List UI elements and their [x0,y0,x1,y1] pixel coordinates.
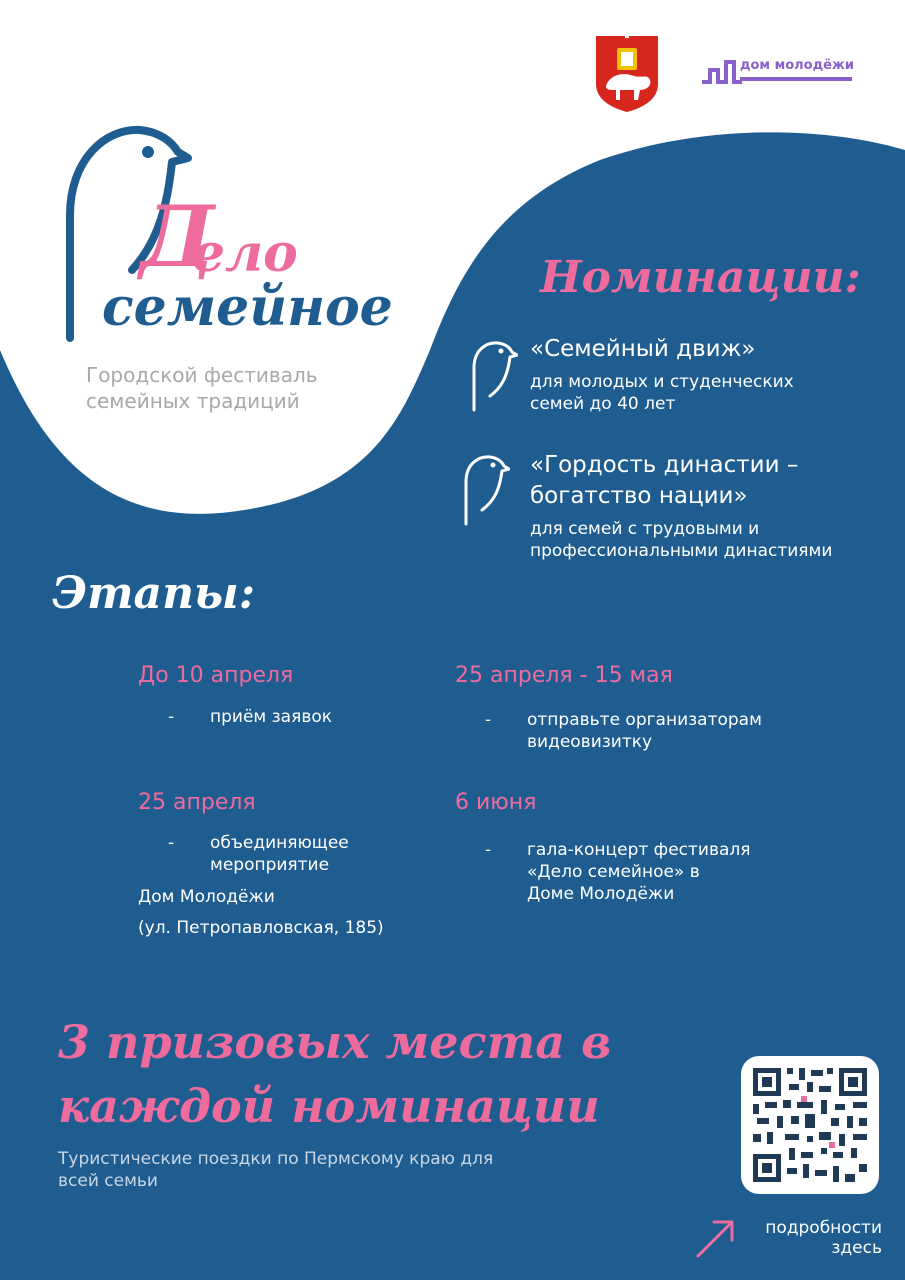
stage-3-item [168,832,349,876]
stage-4-text-line-2: «Дело семейное» в [527,862,700,882]
nomination-2-name-line-2: богатство нации» [530,483,748,509]
nomination-2-name [530,450,798,512]
stage-3-place-line-2: (ул. Петропавловская, 185) [138,918,384,938]
qr-code-icon [741,1056,879,1194]
more-info-line-2: здесь [831,1238,882,1258]
partner-label: дом молодёжи [740,58,854,73]
festival-subtitle [86,362,318,414]
bird-icon [468,338,518,414]
nomination-2-desc [530,518,832,562]
subtitle-line-1: Городской фестиваль [86,363,318,387]
stage-3-date: 25 апреля [138,790,256,815]
nomination-2-desc-line-1: для семей с трудовыми и [530,519,760,539]
prizes-desc: Туристические поездки по Пермскому краю для всей семьи [58,1149,494,1191]
nomination-2-desc-line-2: профессиональными династиями [530,541,833,561]
stage-1-dash: - [168,707,175,727]
stages-title: Этапы: [52,568,256,619]
stage-2-item [485,709,762,753]
more-info-line-1: подробности [765,1218,882,1238]
bird-icon [460,452,510,528]
arrow-up-right-icon [694,1216,738,1260]
more-info-link[interactable] [740,1218,882,1258]
stage-2-text-line-1: отправьте организаторам [527,710,762,730]
festival-title-line1: ело [192,223,298,284]
stage-3-text-line-1: объединяющее [210,833,349,853]
perm-coat-of-arms-icon [594,28,660,112]
stage-3-place-line-1: Дом Молодёжи [138,887,275,907]
nominations-title: Номинации: [540,252,861,303]
stage-2-text-line-2: видеовизитку [527,732,653,752]
nomination-1-name: «Семейный движ» [530,336,756,362]
stage-4-text-line-1: гала-концерт фестиваля [527,840,751,860]
festival-title-line2: семейное [102,277,393,338]
stage-4-text-line-3: Доме Молодёжи [527,884,675,904]
stage-1-text-line-1: приём заявок [210,707,333,727]
stage-2-dash: - [485,710,492,730]
stage-3-text-line-2: мероприятие [210,855,330,875]
prizes-title: 3 призовых места в каждой номинации [58,1015,612,1133]
stage-3-dash: - [168,833,175,853]
subtitle-line-2: семейных традиций [86,389,300,413]
stage-4-item [485,839,751,905]
nomination-2-name-line-1: «Гордость династии – [530,452,799,478]
dom-molodezhi-logo-icon [700,56,744,86]
stage-2-date: 25 апреля - 15 мая [455,663,673,688]
stage-4-dash: - [485,840,492,860]
stage-4-date: 6 июня [455,790,537,815]
stage-1-item [168,706,332,728]
partner-underline [740,74,852,84]
qr-code[interactable] [741,1056,879,1194]
nomination-1-desc-line-1: для молодых и студенческих [530,372,794,392]
stage-3-place [138,882,384,944]
nomination-1-desc-line-2: семей до 40 лет [530,394,676,414]
festival-title-letter: Д [140,187,215,286]
stage-1-date: До 10 апреля [138,663,294,688]
nomination-1-desc [530,371,794,415]
